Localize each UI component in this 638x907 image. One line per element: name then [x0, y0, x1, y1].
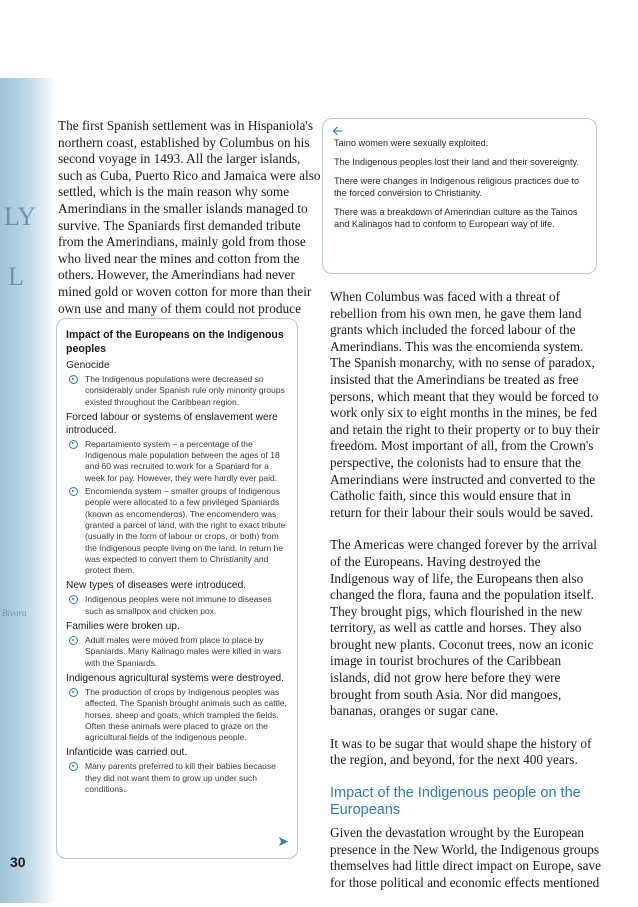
impact-section-heading: Forced labour or systems of enslavement were introduced.	[66, 411, 278, 436]
impact-bullet-text: Repartamiento system – a percentage of the Indigenous male population between the ages of 18 and 60 was recruited to work for a Spaniard for a week for pay. However, they were hardly ever paid.	[85, 438, 280, 483]
impact-bullet-text: The Indigenous populations were decreased so considerably under Spanish rule only minority groups existed throughout the Caribbean region.	[85, 374, 285, 407]
impact-box-title: Impact of the Europeans on the Indigenous peoples	[66, 329, 284, 355]
impact-bullet-item	[66, 687, 289, 743]
intro-paragraph: The first Spanish settlement was in Hispaniola's northern coast, established by Columbus on his second voyage in 1493. All the larger islands, such as Cuba, Puerto Rico and Jamaica were also settled, which is the main reason why some Amerindians in the smaller islands managed to survive. The Spaniards first demanded tribute from the Amerindians, mainly gold from those who lived near the mines and cotton from the others. However, the Amerindians had never mined gold or woven cotton for more than their own use and many of them could not produce	[58, 118, 321, 316]
map-label: Bivora	[2, 608, 27, 618]
play-circle-bullet-icon	[69, 688, 78, 697]
body-paragraph: It was to be sugar that would shape the history of the region, and beyond, for the next 400 years.	[330, 735, 592, 768]
play-circle-bullet-icon	[69, 595, 78, 604]
impact-section-heading: New types of diseases were introduced.	[66, 580, 247, 592]
right-column	[330, 289, 602, 907]
impact-bullet-item	[66, 761, 289, 795]
impact-section-heading: Families were broken up.	[66, 621, 180, 633]
impact-box	[56, 318, 298, 859]
page-number: 30	[10, 854, 26, 870]
impact-bullet-text: Encomienda system – smaller groups of Indigenous people were allocated to a few privileged Spaniards (known as encomenderos). The encomendero was granted a parcel of land, with the right to exact tribute (usually in the form of labour or crops, or both) from the Indigenous people living on the land. In return he was expected to convert them to Christianity and protect them.	[85, 486, 286, 576]
play-circle-bullet-icon	[69, 440, 78, 449]
impact-bullet-text: Indigenous peoples were not immune to diseases such as smallpox and chicken pox.	[85, 594, 272, 616]
continued-item: The Indigenous peoples lost their land and their sovereignty.	[334, 157, 579, 167]
impact-bullet-text: Many parents preferred to kill their babies because they did not want them to grow up under such conditions.	[85, 761, 276, 795]
impact-sections	[66, 359, 289, 795]
impact-bullet-item	[66, 439, 289, 484]
play-circle-bullet-icon	[69, 375, 78, 384]
arrow-left-icon: 🡨	[332, 123, 343, 138]
impact-section-heading: Indigenous agricultural systems were destroyed.	[66, 672, 285, 684]
impact-section-heading: Infanticide was carried out.	[66, 747, 188, 759]
continued-item: There was a breakdown of Amerindian culture as the Tainos and Kalinagos had to conform to European way of life.	[334, 207, 578, 229]
play-circle-bullet-icon	[69, 762, 78, 771]
section-heading: Impact of the Indigenous people on the Europeans	[330, 785, 581, 819]
section-paragraph: Given the devastation wrought by the European presence in the New World, the Indigenous groups themselves had little direct impact on Europe, save for those political and economic effects mentioned	[330, 825, 602, 890]
map-label: L	[8, 262, 24, 291]
continued-item: There were changes in Indigenous religious practices due to the forced conversion to Christianity.	[334, 176, 580, 198]
impact-bullet-text: The production of crops by Indigenous peoples was affected. The Spanish brought animals such as cattle, horses, sheep and goats, which trampled the fields. Often these animals were placed to graze on the agricultural fields of the Indigenous people.	[85, 686, 287, 743]
map-label: LY	[4, 202, 37, 231]
impact-bullet-item	[66, 486, 289, 576]
impact-bullet-text: Adult males were moved from place to place by Spaniards. Many Kalinago males were killed in wars with the Spaniards.	[85, 635, 282, 668]
impact-bullet-item	[66, 374, 289, 408]
arrow-right-icon: ➤	[277, 833, 289, 849]
continued-box	[322, 118, 597, 274]
body-paragraph: When Columbus was faced with a threat of rebellion from his own men, he gave them land grants which included the forced labour of the Amerindians. This was the encomienda system. The Spanish monarchy, with no sense of paradox, insisted that the Amerindians be treated as free persons, which meant that they would be forced to work only six to eight months in the mines, be fed and retain the right to their property or to buy their freedom. Most important of all, from the Crown's perspective, the colonists had to ensure that the Amerindians were instructed and converted to the Catholic faith, since this would ensure that in return for their labour their souls would be saved.	[330, 289, 600, 520]
impact-section-heading: Genocide	[66, 360, 110, 371]
play-circle-bullet-icon	[69, 487, 78, 496]
impact-bullet-item	[66, 594, 289, 617]
continued-item: Taino women were sexually exploited.	[334, 138, 489, 148]
body-paragraph: The Americas were changed forever by the arrival of the Europeans. Having destroyed the Indigenous way of life, the Europeans then also changed the flora, fauna and the population itself. They brought pigs, which flourished in the new territory, as well as cattle and horses. They also brought new plants. Coconut trees, now an iconic image in tourist brochures of the Caribbean islands, did not grow here before they were brought from south Asia. Nor did mangoes, bananas, oranges or sugar cane.	[330, 537, 597, 719]
play-circle-bullet-icon	[69, 636, 78, 645]
impact-bullet-item	[66, 635, 289, 669]
map-background-strip	[0, 78, 56, 903]
